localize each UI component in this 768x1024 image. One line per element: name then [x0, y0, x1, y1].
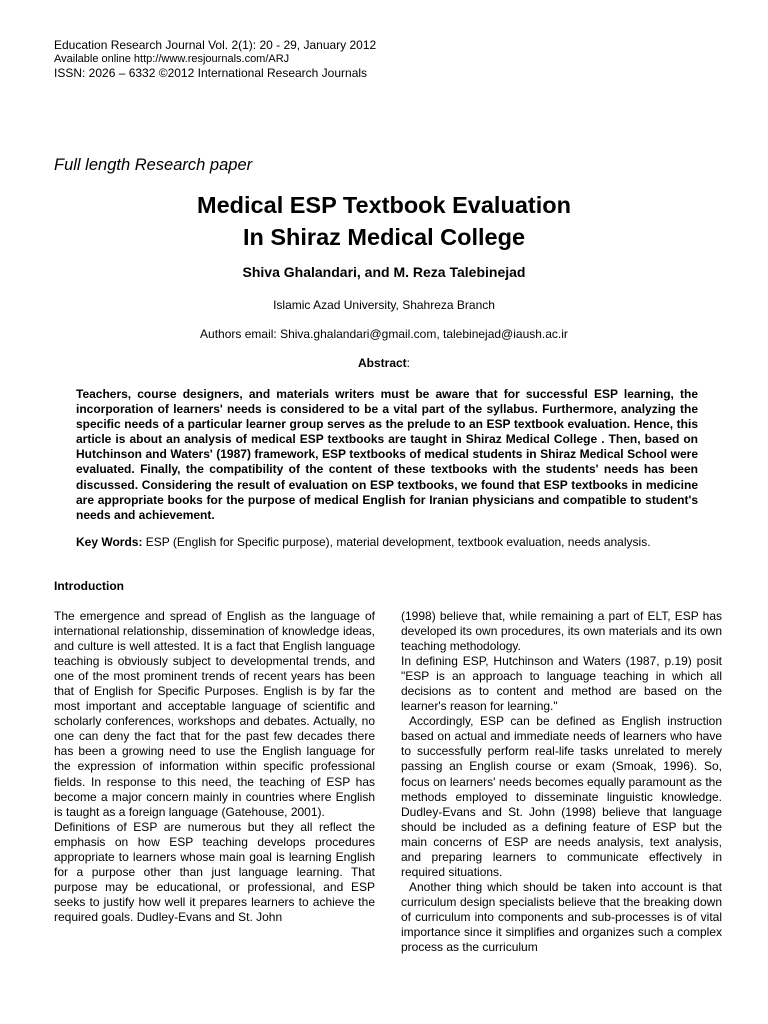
- keywords-label: Key Words:: [76, 535, 143, 549]
- abstract-heading-label: Abstract: [357, 356, 407, 370]
- paragraph: In defining ESP, Hutchinson and Waters (1987, p.19) posit "ESP is an approach to language teaching in which all decisions as to content and method are based on the learner's reason for learning.": [401, 654, 722, 714]
- keywords: [76, 535, 716, 549]
- author-emails: Authors email: Shiva.ghalandari@gmail.com, talebinejad@iaush.ac.ir: [200, 327, 568, 341]
- paragraph: Another thing which should be taken into account is that curriculum design specialists believe that the breaking down of curriculum into components and sub-processes is of vital importance since it simplifies and organizes such a complex process as the curriculum: [401, 879, 722, 955]
- author-list: Shiva Ghalandari, and M. Reza Talebinejad: [242, 264, 526, 280]
- journal-citation: Education Research Journal Vol. 2(1): 20 - 29, January 2012: [54, 38, 377, 52]
- abstract-body: Teachers, course designers, and materials writers must be aware that for successful ESP learning, the incorporation of learners' needs is considered to be a vital part of the syllabus. Furthermore, analyzing the specific needs of a particular learner group serves as the prelude to an ESP textbook evaluation. Hence, this article is about an analysis of medical ESP textbooks are taught in Shiraz Medical College . Then, based on Hutchinson and Waters' (1987) framework, ESP textbooks of medical students in Shiraz Medical School were evaluated. Finally, the compatibility of the content of these textbooks with the students' needs has been discussed. Considering the result of evaluation on ESP textbooks, we found that ESP textbooks in medicine are appropriate books for the purpose of medical English for Iranian physicians and compatible to student's needs and achievement.: [76, 387, 698, 522]
- paper-title-line-1: Medical ESP Textbook Evaluation: [197, 192, 571, 218]
- body-column-left: [54, 609, 375, 925]
- introduction-heading: Introduction: [54, 579, 124, 593]
- affiliation: Islamic Azad University, Shahreza Branch: [273, 298, 495, 312]
- paragraph: Definitions of ESP are numerous but they all reflect the emphasis on how ESP teaching develops procedures appropriate to learners whose main goal is learning English for a purpose other than just language learning. That purpose may be educational, or professional, and ESP seeks to justify how well it prepares learners to achieve the required goals. Dudley-Evans and St. John: [54, 819, 375, 924]
- abstract-heading: [0, 356, 768, 370]
- keywords-text: ESP (English for Specific purpose), material development, textbook evaluation, needs analysis.: [142, 535, 651, 549]
- availability-line: Available online http://www.resjournals.com/ARJ: [54, 53, 290, 65]
- paper-title-line-2: In Shiraz Medical College: [242, 224, 526, 250]
- abstract-heading-colon: :: [406, 356, 411, 370]
- paragraph: Accordingly, ESP can be defined as English instruction based on actual and immediate needs of learners who have to successfully perform real-life tasks unrelated to merely passing an English course or exam (Smoak, 1996). So, focus on learners' needs becomes equally paramount as the methods employed to disseminate linguistic knowledge. Dudley-Evans and St. John (1998) believe that language should be included as a defining feature of ESP but the main concerns of ESP are needs analysis, text analysis, and preparing learners to communicate effectively in required situations.: [401, 714, 722, 879]
- paragraph: The emergence and spread of English as the language of international relationship, dissemination of knowledge ideas, and culture is well attested. It is a fact that English language teaching is obviously subject to developmental trends, and one of the most prominent trends of recent years has been that of English for Specific Purposes. English is by far the most important and acceptable language of scientific and scholarly conferences, workshops and debates. Actually, no one can deny the fact that for the past few decades there has been a growing need to use the English language for the expression of information within specific professional fields. In response to this need, the teaching of ESP has become a major concern mainly in countries where English is taught as a foreign language (Gatehouse, 2001).: [54, 609, 375, 819]
- body-column-right: [401, 609, 722, 955]
- issn-line: ISSN: 2026 – 6332 ©2012 International Research Journals: [54, 66, 368, 80]
- paper-type: Full length Research paper: [54, 156, 253, 174]
- paragraph: (1998) believe that, while remaining a part of ELT, ESP has developed its own procedures, its own materials and its own teaching methodology.: [401, 609, 722, 654]
